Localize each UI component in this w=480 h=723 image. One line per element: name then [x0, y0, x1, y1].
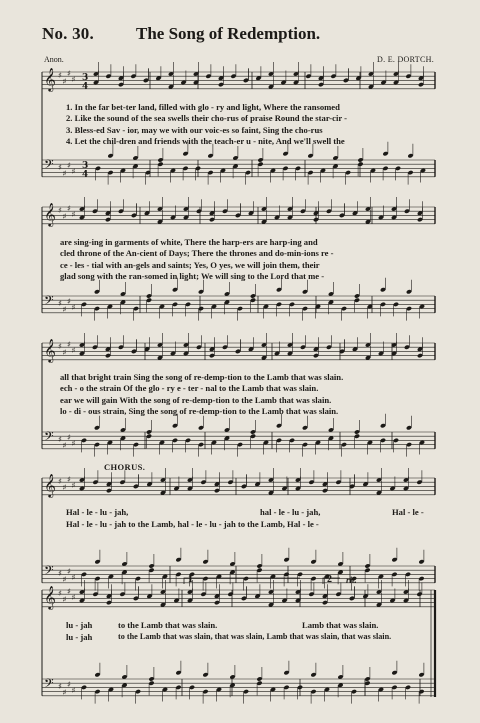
- treble-clef-icon: 𝄞: [44, 338, 56, 362]
- chorus-lyric: Hal - le - lu - jah to the Lamb, hal - le - lu - jah to the Lamb, Hal - le -: [66, 519, 319, 529]
- verse-1-line: are sing-ing in garments of white, There the harp-ers are harp-ing and: [60, 237, 318, 247]
- sharp-icon: ♯: [58, 206, 62, 215]
- sharp-icon: ♯: [67, 297, 71, 306]
- bass-clef-icon: 𝄢: [44, 157, 54, 175]
- sharp-icon: ♯: [71, 303, 76, 312]
- second-ending-number: 2: [327, 574, 332, 585]
- chorus-lyric: hal - le - lu - jah,: [260, 507, 321, 517]
- sharp-icon: ♯: [62, 688, 67, 697]
- sharp-icon: ♯: [71, 593, 76, 602]
- sharp-icon: ♯: [58, 299, 62, 308]
- verse-3-line: ce - les - tial with an-gels and saints; Yes, O yes, we will join them, their: [60, 259, 320, 270]
- sharp-icon: ♯: [67, 340, 71, 349]
- time-signature-bottom: 4: [82, 82, 89, 92]
- sharp-icon: ♯: [71, 439, 76, 448]
- sharp-icon: ♯: [58, 569, 62, 578]
- sharp-icon: ♯: [71, 481, 76, 490]
- treble-clef-icon: 𝄞: [44, 202, 56, 226]
- sharp-icon: ♯: [67, 161, 71, 170]
- verse-4-line: lo - di - ous strain, Sing the song of re-demp-tion to the Lamb that was slain.: [60, 405, 339, 416]
- sharp-icon: ♯: [62, 169, 67, 178]
- treble-clef-icon: 𝄞: [44, 473, 56, 497]
- sharp-icon: ♯: [62, 483, 67, 492]
- chorus-lyric: lu - jah: [66, 620, 93, 630]
- sharp-icon: ♯: [67, 587, 71, 596]
- chorus-label: CHORUS.: [104, 462, 146, 472]
- time-signature-top: 3: [82, 161, 89, 171]
- sharp-icon: ♯: [58, 435, 62, 444]
- verse-lyrics-system-2: [60, 237, 436, 282]
- sharp-icon: ♯: [62, 77, 67, 86]
- hymn-number: No. 30.: [42, 24, 94, 43]
- sharp-icon: ♯: [58, 682, 62, 691]
- verse-2-line: ech - o the strain Of the glo - ry e - ter - nal to the Lamb that was slain.: [60, 383, 319, 394]
- verse-2-line: cled throne of the An-cient of Days; There the thrones and do-min-ions re -: [60, 248, 334, 259]
- time-signature-top: 3: [82, 73, 89, 83]
- chorus-lyric: Hal - le - lu - jah,: [66, 507, 129, 517]
- chorus-lyric: to the Lamb that was slain.: [118, 620, 218, 630]
- sharp-icon: ♯: [62, 212, 67, 221]
- sharp-icon: ♯: [58, 163, 62, 172]
- verse-4-line: 4. Let the chil-dren and friends with the teach-er u - nite, And we'll swell the: [66, 135, 345, 146]
- verse-3-line: ear we will gain With the song of re-demp-tion to the Lamb that was slain.: [60, 394, 332, 405]
- sharp-icon: ♯: [58, 477, 62, 486]
- time-signature-bottom: 4: [82, 170, 89, 180]
- chorus-lyric: lu - jah: [66, 632, 93, 642]
- verse-lyrics-system-3: [60, 372, 436, 417]
- verse-1-line: 1. In the far bet-ter land, filled with glo - ry and light, Where the ransomed: [66, 102, 340, 112]
- sharp-icon: ♯: [58, 589, 62, 598]
- sharp-icon: ♯: [62, 348, 67, 357]
- sharp-icon: ♯: [67, 567, 71, 576]
- chorus-lyric: Lamb that was slain.: [302, 620, 379, 630]
- sharp-icon: ♯: [71, 573, 76, 582]
- sharp-icon: ♯: [67, 475, 71, 484]
- hymn-title: The Song of Redemption.: [136, 24, 321, 43]
- first-ending-number: 1: [188, 574, 193, 585]
- sharp-icon: ♯: [71, 210, 76, 219]
- sharp-icon: ♯: [67, 433, 71, 442]
- sharp-icon: ♯: [67, 204, 71, 213]
- treble-clef-icon: 𝄞: [44, 585, 56, 609]
- sharp-icon: ♯: [62, 441, 67, 450]
- sharp-icon: ♯: [71, 686, 76, 695]
- words-credit: Anon.: [44, 55, 64, 64]
- music-credit: D. E. DORTCH.: [377, 55, 434, 64]
- verse-4-line: glad song with the ran-somed in light; We will sing to the Lord that me -: [60, 270, 325, 281]
- sharp-icon: ♯: [71, 75, 76, 84]
- sharp-icon: ♯: [71, 167, 76, 176]
- bass-clef-icon: 𝄢: [44, 429, 54, 447]
- verse-lyrics-system-1: [66, 102, 442, 147]
- sharp-icon: ♯: [58, 342, 62, 351]
- sharp-icon: ♯: [58, 71, 62, 80]
- sharp-icon: ♯: [62, 575, 67, 584]
- verse-3-line: 3. Bless-ed Sav - ior, may we with our voic-es so faint, Sing the cho-rus: [66, 124, 323, 135]
- sharp-icon: ♯: [62, 595, 67, 604]
- bass-clef-icon: 𝄢: [44, 676, 54, 694]
- sharp-icon: ♯: [62, 305, 67, 314]
- verse-1-line: all that bright train Sing the song of re-demp-tion to the Lamb that was slain.: [60, 372, 344, 382]
- sharp-icon: ♯: [67, 69, 71, 78]
- bass-clef-icon: 𝄢: [44, 293, 54, 311]
- verse-2-line: 2. Like the sound of the sea swells their cho-rus of praise Round the star-cir -: [66, 113, 348, 124]
- ritardando-mark: rit.: [346, 575, 357, 585]
- treble-clef-icon: 𝄞: [44, 67, 56, 91]
- sharp-icon: ♯: [67, 680, 71, 689]
- chorus-lyric: to the Lamb that was slain, that was slain, Lamb that was slain, that was slain.: [118, 632, 392, 641]
- sharp-icon: ♯: [71, 346, 76, 355]
- bass-clef-icon: 𝄢: [44, 563, 54, 581]
- chorus-lyric: Hal - le -: [392, 507, 424, 517]
